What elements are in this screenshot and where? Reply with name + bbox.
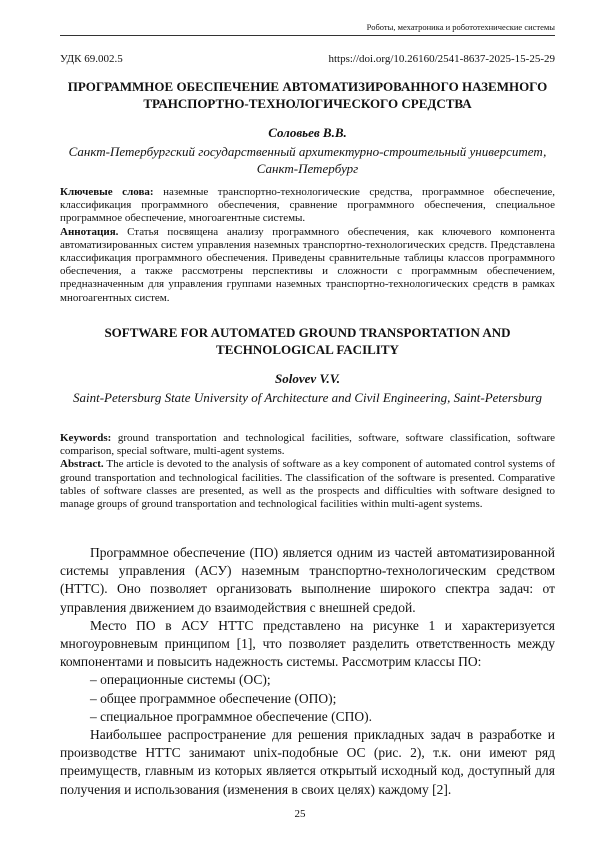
en-keywords-label: Keywords:	[60, 432, 111, 444]
en-abstract	[60, 458, 555, 511]
list-item-opo: – общее программное обеспечение (ОПО);	[60, 690, 555, 708]
en-abstract-label: Abstract.	[60, 458, 104, 470]
udk-code: УДК 69.002.5	[60, 53, 123, 65]
en-abstract-block	[60, 432, 555, 511]
en-affiliation: Saint-Petersburg State University of Architecture and Civil Engineering, Saint-Petersburg	[60, 389, 555, 406]
en-author: Solovev V.V.	[60, 371, 555, 387]
body-paragraph-3: Наибольшее распространение для решения прикладных задач в разработке и производстве НТТС занимают unix-подобные ОС (рис. 2), т.к. они имеют ряд преимуществ, главным из которых является открытый исходный код, доступный для получения и использования (изменения в своих целях) каждому [2].	[60, 726, 555, 799]
body-paragraph-1: Программное обеспечение (ПО) является одним из частей автоматизированной системы управления (АСУ) наземным транспортно-технологическим средством (НТТС). Оно позволяет организовать выполнение широкого спектра задач: от управления движением до взаимодействия с внешней средой.	[60, 544, 555, 617]
en-keywords-text: ground transportation and technological facilities, software, software classification, software comparison, special software, multi-agent systems.	[60, 432, 555, 457]
list-item-spo: – специальное программное обеспечение (СПО).	[60, 708, 555, 726]
body-paragraph-2: Место ПО в АСУ НТТС представлено на рисунке 1 и характеризуется многоуровневым принципом [1], что позволяет разделить ответственность между компонентами и повысить надежность системы. Рассмотрим классы ПО:	[60, 617, 555, 672]
journal-page	[0, 0, 600, 849]
ru-author: Соловьев В.В.	[60, 125, 555, 141]
ru-affiliation: Санкт-Петербургский государственный архитектурно-строительный университет, Санкт-Петербург	[60, 143, 555, 177]
ru-abstract-block	[60, 186, 555, 305]
running-head: Роботы, мехатроника и робототехнические системы	[60, 22, 555, 36]
ru-keywords-label: Ключевые слова:	[60, 186, 154, 198]
list-item-os: – операционные системы (ОС);	[60, 671, 555, 689]
page-number: 25	[0, 808, 600, 820]
ru-title: ПРОГРАММНОЕ ОБЕСПЕЧЕНИЕ АВТОМАТИЗИРОВАННОГО НАЗЕМНОГО ТРАНСПОРТНО-ТЕХНОЛОГИЧЕСКОГО СРЕДСТВА	[60, 78, 555, 112]
ru-keywords-text: наземные транспортно-технологические средства, программное обеспечение, классификация программного обеспечения, сравнение программного обеспечения, специальное программное обеспечение, многоагентные системы.	[60, 186, 555, 224]
ru-abstract-text: Статья посвящена анализу программного обеспечения, как ключевого компонента автоматизированных систем управления наземных транспортно-технологических средств. Представлена классификация программного обеспечения. Приведены сравнительные таблицы классов программного обеспечения, а также рассмотрены перспективы и сложности с программным обеспечением, предназначенным для управления группами наземных транспортно-технологических средств в рамках многоагентных систем.	[60, 226, 555, 304]
body-text	[60, 544, 555, 799]
doi-link[interactable]: https://doi.org/10.26160/2541-8637-2025-15-25-29	[328, 53, 555, 65]
en-title: SOFTWARE FOR AUTOMATED GROUND TRANSPORTATION AND TECHNOLOGICAL FACILITY	[60, 324, 555, 358]
en-keywords	[60, 432, 555, 458]
en-abstract-text: The article is devoted to the analysis of software as a key component of automated control systems of ground transportation and technological facilities. The classification of the software is presented. Comparative tables of software classes are presented, as well as the prospects and difficulties with software designed to manage groups of ground transportation and technological facilities within multi-agent systems.	[60, 458, 555, 510]
meta-line	[60, 53, 555, 65]
ru-abstract-label: Аннотация.	[60, 226, 118, 238]
ru-keywords	[60, 186, 555, 226]
ru-abstract	[60, 226, 555, 305]
